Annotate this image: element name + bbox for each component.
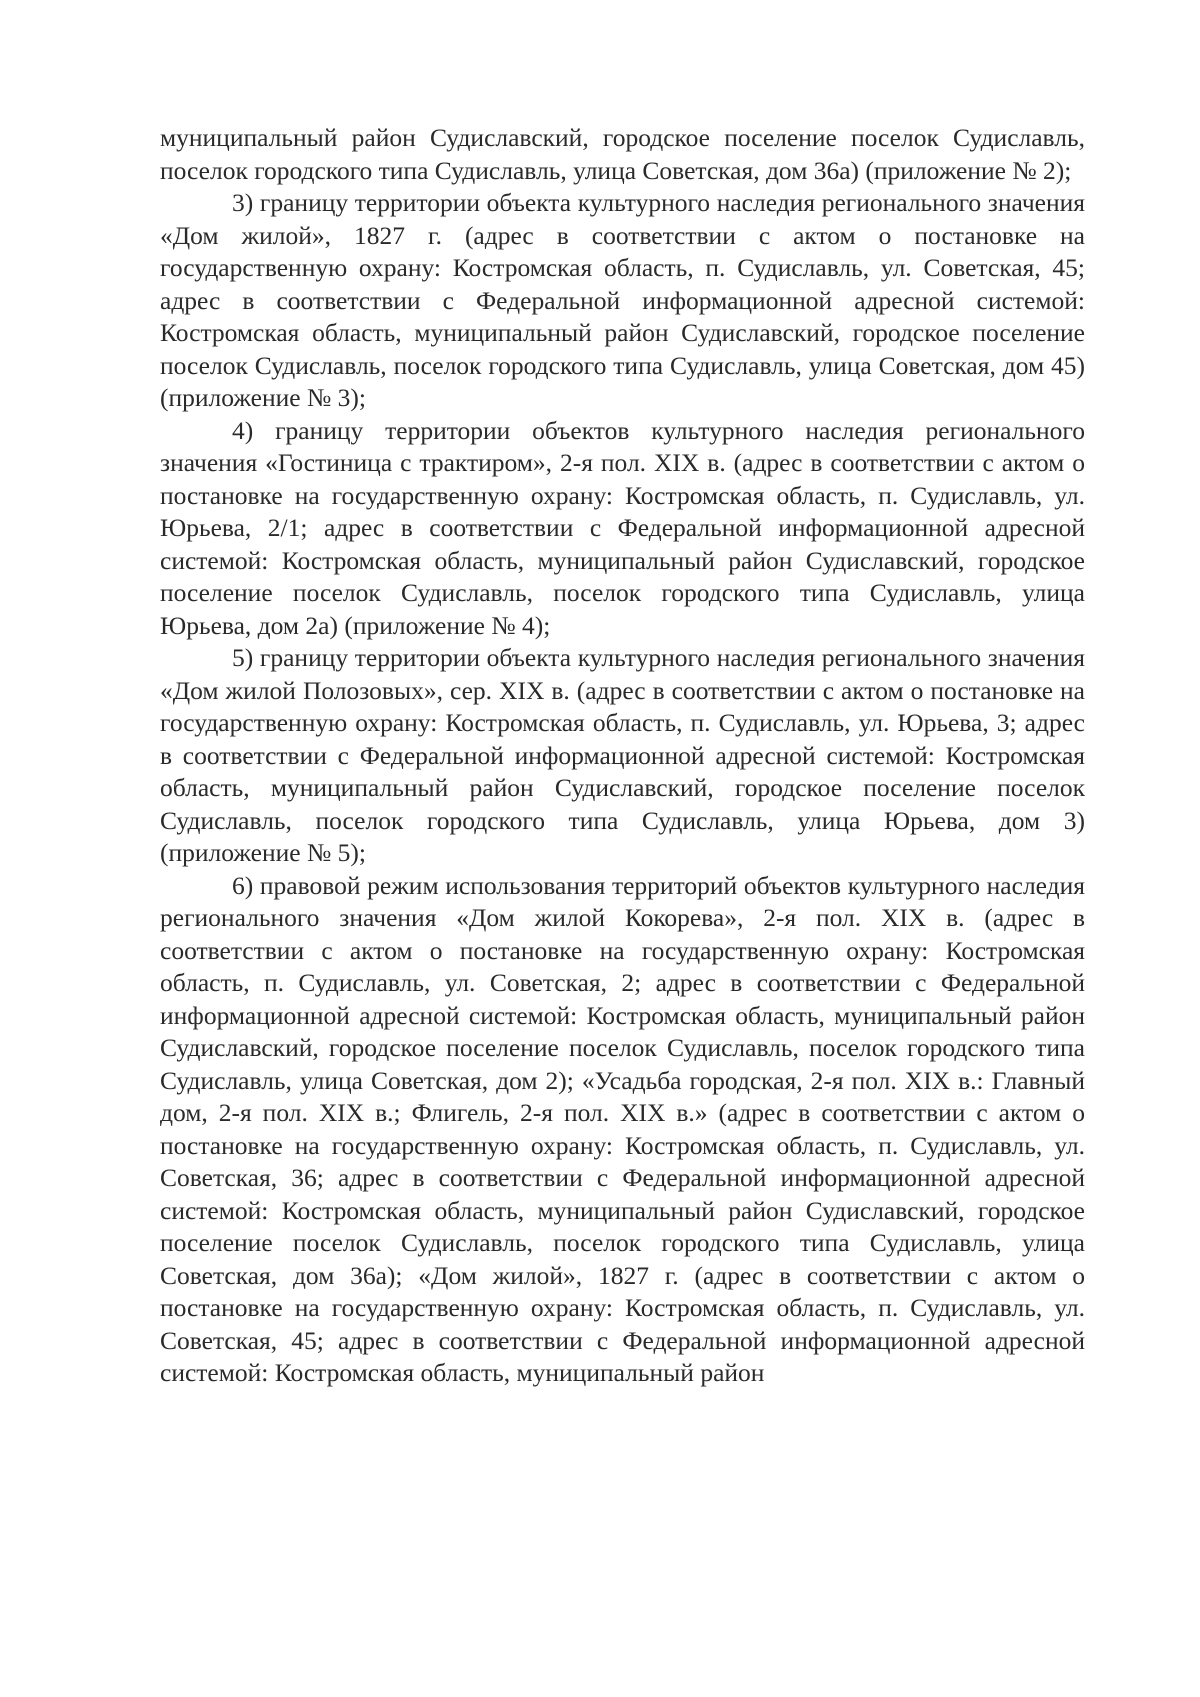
document-body <box>160 122 1085 1390</box>
paragraph-item-3: 3) границу территории объекта культурного наследия регионального значения «Дом жилой», 1827 г. (адрес в соответствии с актом о постановке на государственную охрану: Костромская область, п. Судиславль, ул. Советская, 45; адрес в соответствии с Федеральной информационной адресной системой: Костромская область, муниципальный район Судиславский, городское поселение поселок Судиславль, поселок городского типа Судиславль, улица Советская, дом 45) (приложение № 3); <box>160 188 1085 412</box>
paragraph-item-6: 6) правовой режим использования территорий объектов культурного наследия регионального значения «Дом жилой Кокорева», 2-я пол. XIX в. (адрес в соответствии с актом о постановке на государственную охрану: Костромская область, п. Судиславль, ул. Советская, 2; адрес в соответствии с Федеральной информационной адресной системой: Костромская область, муниципальный район Судиславский, городское поселение поселок Судиславль, поселок городского типа Судиславль, улица Советская, дом 2); «Усадьба городская, 2-я пол. XIX в.: Главный дом, 2-я пол. XIX в.; Флигель, 2-я пол. XIX в.» (адрес в соответствии с актом о постановке на государственную охрану: Костромская область, п. Судиславль, ул. Советская, 36; адрес в соответствии с Федеральной информационной адресной системой: Костромская область, муниципальный район Судиславский, городское поселение поселок Судиславль, поселок городского типа Судиславль, улица Советская, дом 36а); «Дом жилой», 1827 г. (адрес в соответствии с актом о постановке на государственную охрану: Костромская область, п. Судиславль, ул. Советская, 45; адрес в соответствии с Федеральной информационной адресной системой: Костромская область, муниципальный район <box>160 870 1085 1387</box>
paragraph-item-4: 4) границу территории объектов культурного наследия регионального значения «Гостиница с трактиром», 2-я пол. XIX в. (адрес в соответствии с актом о постановке на государственную охрану: Костромская область, п. Судиславль, ул. Юрьева, 2/1; адрес в соответствии с Федеральной информационной адресной системой: Костромская область, муниципальный район Судиславский, городское поселение поселок Судиславль, поселок городского типа Судиславль, улица Юрьева, дом 2а) (приложение № 4); <box>160 415 1085 640</box>
paragraph-item-5: 5) границу территории объекта культурного наследия регионального значения «Дом жилой Полозовых», сер. XIX в. (адрес в соответствии с актом о постановке на государственную охрану: Костромская область, п. Судиславль, ул. Юрьева, 3; адрес в соответствии с Федеральной информационной адресной системой: Костромская область, муниципальный район Судиславский, городское поселение поселок Судиславль, поселок городского типа Судиславль, улица Юрьева, дом 3) (приложение № 5); <box>160 643 1085 867</box>
paragraph-continuation: муниципальный район Судиславский, городское поселение поселок Судиславль, поселок городского типа Судиславль, улица Советская, дом 36а) (приложение № 2); <box>160 123 1085 185</box>
